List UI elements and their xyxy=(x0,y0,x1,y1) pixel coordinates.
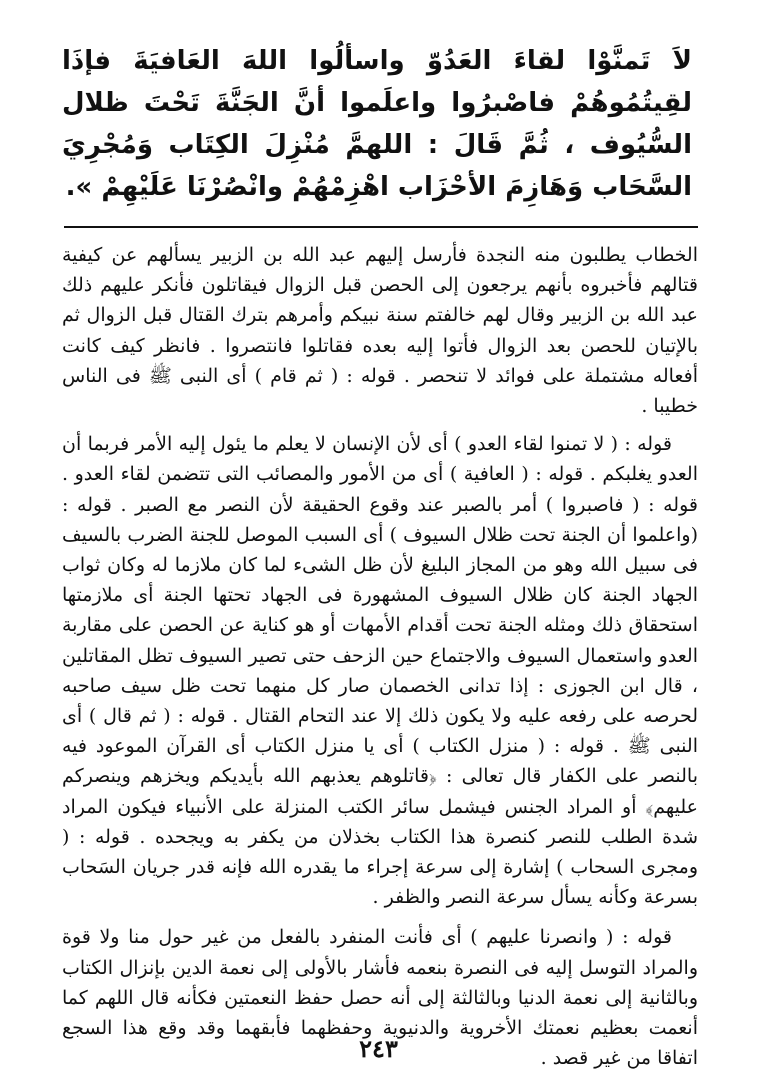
commentary-paragraph-3: قوله : ( وانصرنا عليهم ) أى فأنت المنفرد بالفعل من غير حول منا ولا قوة والمراد التوسل إليه فى النصرة بنعمه فأشار بالأولى إلى نعمة الدين بإنزال الكتاب وبالثانية إلى نعمة الدنيا وبالثالثة إلى أنه حصل حفظ النعمتين فكأنه قال اللهم كما أنعمت بعظيم نعمتك الأخروية والدنيوية وحفظهما فأبقهما وقد وقع هذا السجع اتفاقا من غير قصد . xyxy=(62,926,698,1070)
separator-rule xyxy=(64,226,698,228)
commentary-paragraph-1: الخطاب يطلبون منه النجدة فأرسل إليهم عبد الله بن الزبير يسألهم عن كيفية قتالهم فأخبروه بأنهم يرجعون إلى الحصن قبل الزوال فيقاتلون فأنكر عليهم ذلك عبد الله بن الزبير وقال لهم خالفتم سنة نبيكم وأمرهم بترك القتال قبل الزوال ثم بالإتيان للحصن بعد الزوال فأتوا إليه بعده فقاتلوا فانتصروا . فانظر كيف كانت أفعاله مشتملة على فوائد لا تنحصر . قوله : ( ثم قام ) أى النبى ﷺ فى الناس خطيبا . xyxy=(62,244,698,418)
commentary-paragraph-2: قوله : ( لا تمنوا لقاء العدو ) أى لأن الإنسان لا يعلم ما يئول إليه الأمر فربما أن العدو يغلبكم . قوله : ( العافية ) أى من الأمور والمصائب التى تتضمن لقاء العدو . قوله : ( فاصبروا ) أمر بالصبر عند وقوع الحقيقة لأن النصر مع الصبر . قوله : (واعلموا أن الجنة تحت ظلال السيوف ) أى السبب الموصل للجنة الضرب بالسيف فى سبيل الله وهو من المجاز البليغ لأن ظل الشىء لما كان ملازما له وكان ثواب الجهاد الجنة كان ظلال السيوف المشهورة فى الجهاد تحتها الجنة أى ملازمتها استحقاق ذلك ومثله الجنة تحت أقدام الأمهات أو هو كناية عن الحصن على مقاربة العدو واستعمال السيوف والاجتماع حين الزحف حتى تصير السيوف تظل المقاتلين ، قال ابن الجوزى : إذا تدانى الخصمان صار كل منهما تحت ظل سيف صاحبه لحرصه على رفعه عليه ولا يكون ذلك إلا عند التحام القتال . قوله : ( ثم قال ) أى النبى ﷺ . قوله : ( منزل الكتاب ) أى يا منزل الكتاب أى القرآن الموعود فيه بالنصر على الكفار قال تعالى : ﴿قاتلوهم يعذبهم الله بأيديكم ويخزهم وينصركم عليهم﴾ أو المراد الجنس فيشمل سائر الكتب المنزلة على الأنبياء فيكون المراد شدة الطلب للنصر كنصرة هذا الكتاب بخذلان من يكفر به ويجحده . قوله : ( ومجرى السحاب ) إشارة إلى سرعة إجراء ما يقدره الله فإنه قدر جريان السَحاب بسرعة وكأنه يسأل سرعة النصر والظفر . xyxy=(62,433,698,909)
page-number: ٢٤٣ xyxy=(359,1034,398,1063)
hadith-text: لاَ تَمنَّوْا لقاءَ العَدُوّ واسألُوا اللهَ العَافيَةَ فإذَا لقِيتُمُوهُمْ فاصْبرُوا واعلَموا أنَّ الجَنَّةَ تَحْتَ ظلال السُّيُوف ، ثُمَّ قَالَ : اللهمَّ مُنْزِلَ الكِتَاب وَمُجْرِيَ السَّحَاب وَهَازِمَ الأحْزَاب اهْزِمْهُمْ وانْصُرْنَا عَلَيْهِمْ ». xyxy=(62,46,692,202)
page-body xyxy=(62,40,698,1073)
